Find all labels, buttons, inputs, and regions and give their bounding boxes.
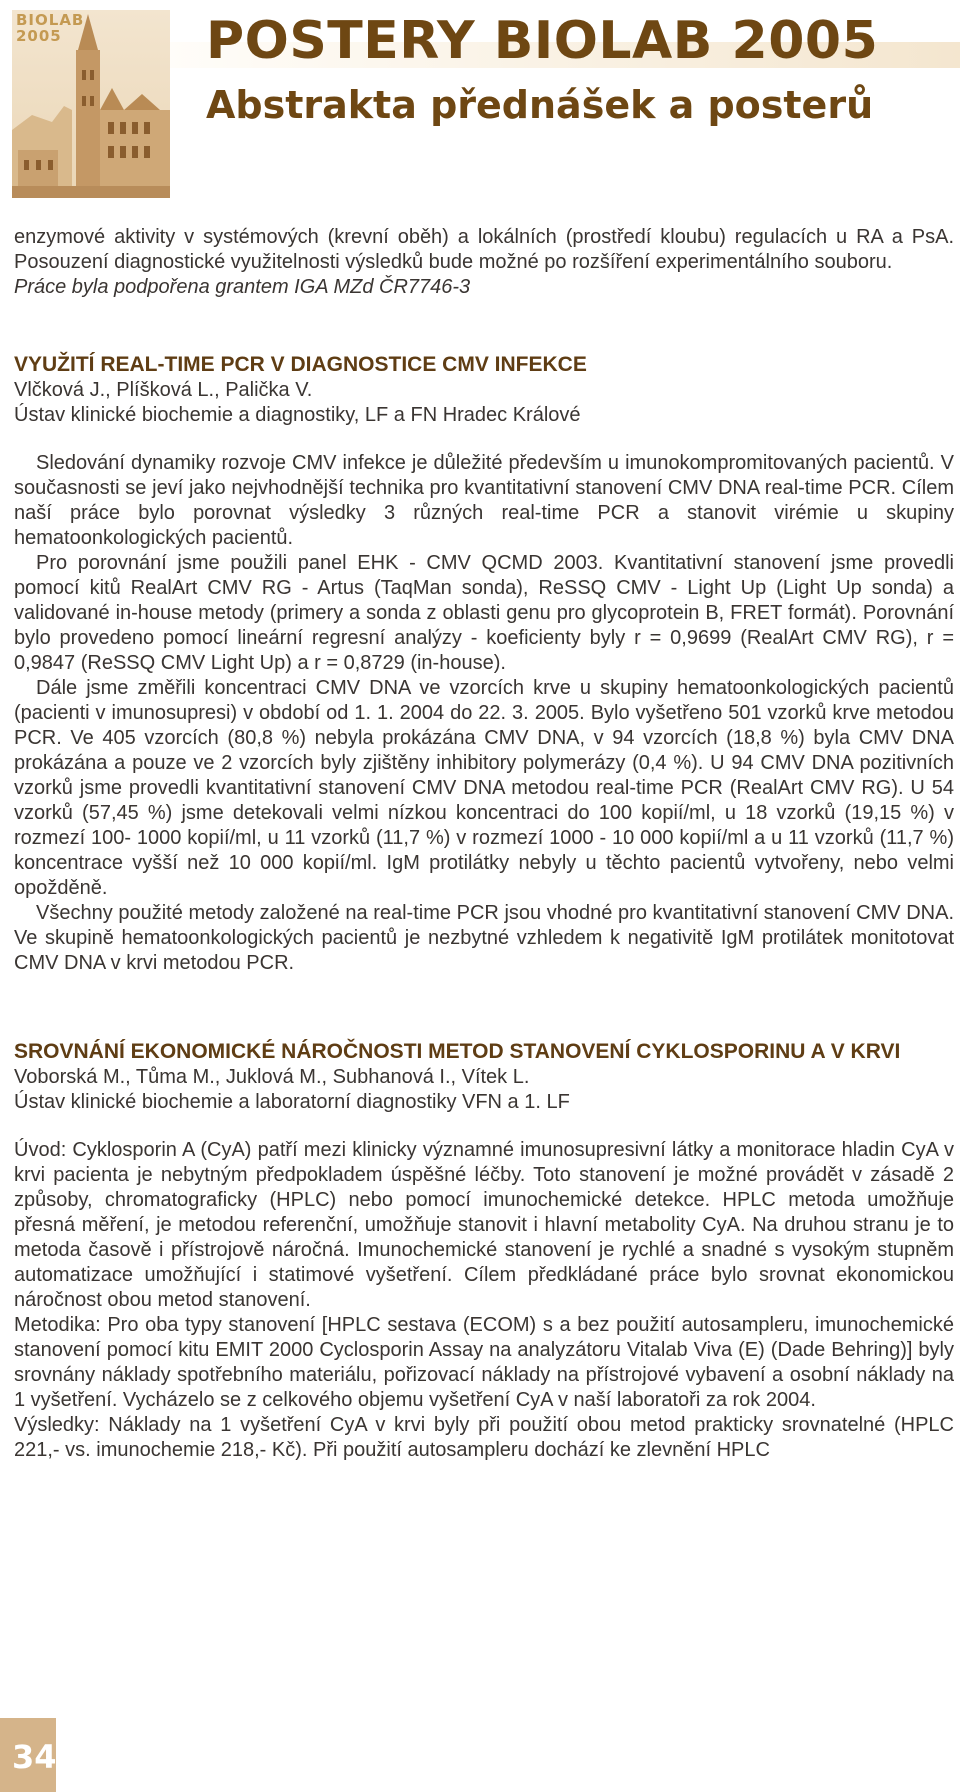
article-cmv — [14, 352, 954, 976]
article-paragraph: Pro porovnání jsme použili panel EHK - CMV QCMD 2003. Kvantitativní stanovení jsme provedli pomocí kitů RealArt CMV RG - Artus (TaqMan sonda), ReSSQ CMV - Light Up (Light Up sonda) a validované in-house metody (primery a sonda z oblasti genu pro glycoprotein B, FRET formát). Porovnání bylo provedeno pomocí lineární regresní analýzy - koeficienty byly r = 0,9699 (RealArt CMV RG), r = 0,9847 (ReSSQ CMV Light Up) a r = 0,8729 (in-house). — [14, 552, 954, 674]
article-paragraph: Metodika: Pro oba typy stanovení [HPLC sestava (ECOM) s a bez použití autosampleru, imunochemické stanovení pomocí kitu EMIT 2000 Cyclosporin Assay na analyzátoru Vitalab Viva (E) (Dade Behring)] byly srovnány náklady spotřebního materiálu, pořizovací náklady na přístrojové vybavení a osobní náklady na 1 vyšetření. Vycházelo se z celkového objemu vyšetření CyA v naší laboratoři za rok 2004. — [14, 1314, 954, 1411]
grant-note: Práce byla podpořena grantem IGA MZd ČR7746-3 — [14, 276, 471, 298]
article-paragraph: Úvod: Cyklosporin A (CyA) patří mezi klinicky významné imunosupresivní látky a monitorace hladin CyA v krvi pacienta je nebytným předpokladem úspěšné léčby. Toto stanovení je možné provádět v zásadě 2 způsoby, chromatograficky (HPLC) nebo pomocí imunochemické detekce. HPLC metoda umožňuje přesná měření, je metodou referenční, umožňuje stanovit i hlavní metabolity CyA. Na druhou stranu je to metoda časově i přístrojově náročná. Imunochemické stanovení je rychlé a snadné s vysokým stupněm automatizace umožňující i statimové vyšetření. Cílem předkládané práce bylo srovnat ekonomickou náročnost obou metod stanovení. — [14, 1139, 954, 1311]
article-institution: Ústav klinické biochemie a diagnostiky, LF a FN Hradec Králové — [14, 404, 581, 426]
logo-text-line2: 2005 — [16, 27, 62, 45]
page-subtitle: Abstrakta přednášek a posterů — [206, 83, 874, 127]
article-authors: Vlčková J., Plíšková L., Palička V. — [14, 379, 313, 401]
article-institution: Ústav klinické biochemie a laboratorní diagnostiky VFN a 1. LF — [14, 1091, 570, 1113]
page-number: 34 — [12, 1738, 57, 1776]
article-authors: Voborská M., Tůma M., Juklová M., Subhanová I., Vítek L. — [14, 1066, 530, 1088]
biolab-logo — [12, 10, 170, 198]
logo-text-line1: BIOLAB — [16, 11, 85, 29]
logo-text — [16, 12, 84, 44]
page-content — [14, 225, 954, 1463]
article-paragraph: Dále jsme změřili koncentraci CMV DNA ve vzorcích krve u skupiny hematoonkologických pacientů (pacienti v imunosupresi) v období od 1. 1. 2004 do 22. 3. 2005. Bylo vyšetřeno 501 vzorků krve metodou PCR. Ve 405 vzorcích (80,8 %) nebyla prokázána CMV DNA, v 94 vzorcích (18,8 %) byla CMV DNA prokázána a pouze ve 2 vzorcích byly zjištěny inhibitory polymerázy (0,4 %). U 94 CMV DNA pozitivních vzorků jsme provedli kvantitativní stanovení CMV DNA metodou real-time PCR (RealArt CMV RG). U 54 vzorků (57,45 %) jsme detekovali velmi nízkou koncentraci do 100 kopií/ml, u 18 vzorků (19,15 %) v rozmezí 100- 1000 kopií/ml, u 11 vzorků (11,7 %) v rozmezí 1000 - 10 000 kopií/ml a u 11 vzorků (11,7 %) koncentrace vyšší než 10 000 kopií/ml. IgM protilátky nebyly u těchto pacientů vytvořeny, nebo velmi opožděně. — [14, 677, 954, 899]
page-header — [0, 0, 960, 210]
article-paragraph: Výsledky: Náklady na 1 vyšetření CyA v krvi byly při použití obou metod prakticky srovnatelné (HPLC 221,- vs. imunochemie 218,- Kč). Při použití autosampleru dochází ke zlevnění HPLC — [14, 1414, 954, 1461]
intro-paragraph: enzymové aktivity v systémových (krevní oběh) a lokálních (prostředí kloubu) regulacích u RA a PsA. Posouzení diagnostické využitelnosti výsledků bude možné po rozšíření experimentálního souboru. — [14, 226, 954, 273]
article-paragraph: Sledování dynamiky rozvoje CMV infekce je důležité především u imunokompromitovaných pacientů. V současnosti se jeví jako nejvhodnější technika pro kvantitativní stanovení CMV DNA real-time PCR. Cílem naší práce bylo porovnat výsledky 3 různých real-time PCR a stanovit virémie u skupiny hematoonkologických pacientů. — [14, 452, 954, 549]
article-cyclosporin — [14, 1039, 954, 1463]
page-number-box — [0, 1718, 56, 1792]
article-title: SROVNÁNÍ EKONOMICKÉ NÁROČNOSTI METOD STANOVENÍ CYKLOSPORINU A V KRVI — [14, 1040, 901, 1063]
page-title: POSTERY BIOLAB 2005 — [206, 11, 879, 71]
article-paragraph: Všechny použité metody založené na real-time PCR jsou vhodné pro kvantitativní stanovení CMV DNA. Ve skupině hematoonkologických pacientů je nezbytné vzhledem k negativitě IgM protilátek monitotovat CMV DNA v krvi metodou PCR. — [14, 902, 954, 974]
article-title: VYUŽITÍ REAL-TIME PCR V DIAGNOSTICE CMV INFEKCE — [14, 353, 587, 376]
